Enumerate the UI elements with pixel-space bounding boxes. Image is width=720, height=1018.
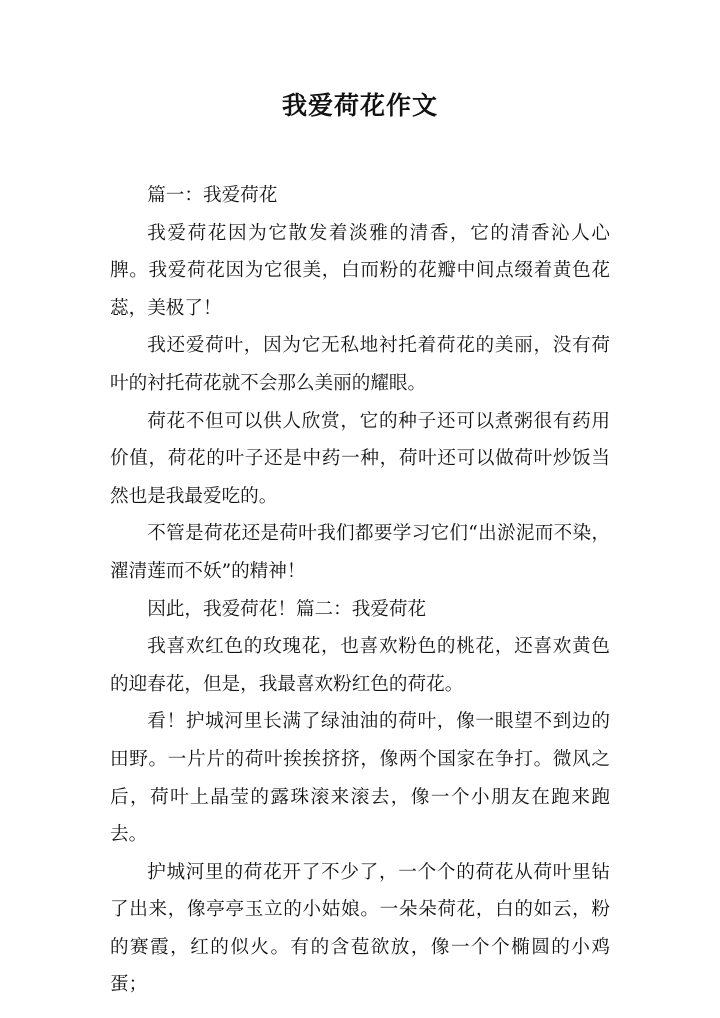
- paragraph-2: 我爱荷花因为它散发着淡雅的清香，它的清香沁人心脾。我爱荷花因为它很美，白而粉的花瓣中间点缀着黄色花蕊，美极了！: [110, 222, 610, 319]
- paragraph-3: 我还爱荷叶，因为它无私地衬托着荷花的美丽，没有荷叶的衬托荷花就不会那么美丽的耀眼。: [110, 335, 610, 394]
- paragraph-1: 篇一：我爱荷花: [147, 185, 278, 206]
- paragraph-5: 不管是荷花还是荷叶我们都要学习它们“出淤泥而不染，濯清莲而不妖”的精神！: [110, 523, 610, 582]
- paragraph-4: 荷花不但可以供人欣赏，它的种子还可以煮粥很有药用价值，荷花的叶子还是中药一种，荷叶还可以做荷叶炒饭当然也是我最爱吃的。: [110, 410, 610, 507]
- paragraph-9: 护城河里的荷花开了不少了，一个个的荷花从荷叶里钻了出来，像亭亭玉立的小姑娘。一朵朵荷花，白的如云，粉的赛霞，红的似火。有的含苞欲放，像一个个椭圆的小鸡蛋；: [110, 861, 610, 996]
- document-title: 我爱荷花作文: [281, 91, 438, 120]
- paragraph-7: 我喜欢红色的玫瑰花，也喜欢粉色的桃花，还喜欢黄色的迎春花，但是，我最喜欢粉红色的荷花。: [110, 636, 610, 695]
- paragraph-6: 因此，我爱荷花！篇二：我爱荷花: [147, 598, 427, 620]
- paragraph-8: 看！护城河里长满了绿油油的荷叶，像一眼望不到边的田野。一片片的荷叶挨挨挤挤，像两个国家在争打。微风之后，荷叶上晶莹的露珠滚来滚去，像一个小朋友在跑来跑去。: [110, 711, 610, 846]
- document-body: [110, 177, 610, 1004]
